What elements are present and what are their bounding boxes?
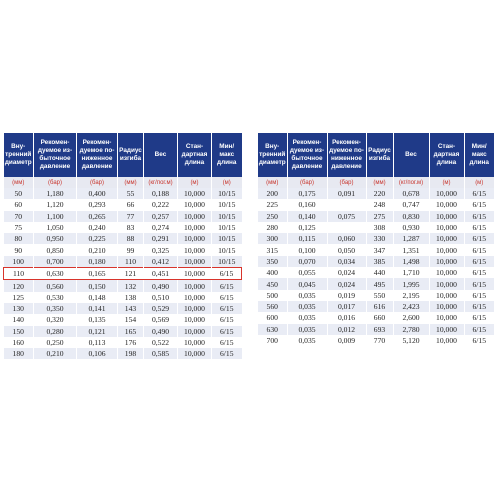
table-row — [4, 199, 242, 210]
cell-weight: 0,257 — [144, 211, 178, 222]
cell-overpressure: 0,950 — [34, 233, 77, 244]
cell-weight: 0,222 — [144, 199, 178, 210]
cell-inner-diameter: 500 — [258, 290, 287, 301]
cell-bend-radius: 660 — [366, 312, 393, 323]
cell-bend-radius: 275 — [366, 211, 393, 222]
cell-inner-diameter: 280 — [258, 222, 287, 233]
cell-min-max-length: 6/15 — [464, 335, 494, 346]
table-row — [4, 188, 242, 199]
cell-vacuum-pressure: 0,017 — [327, 301, 366, 312]
header-min-max-length: Мин/ макс длина — [464, 133, 494, 177]
table-row — [4, 314, 242, 325]
cell-min-max-length: 6/15 — [212, 280, 242, 292]
cell-weight: 0,188 — [144, 188, 178, 199]
cell-overpressure: 0,530 — [34, 292, 77, 303]
cell-vacuum-pressure: 0,034 — [327, 256, 366, 267]
cell-overpressure: 0,320 — [34, 314, 77, 325]
cell-inner-diameter: 140 — [4, 314, 34, 325]
cell-min-max-length: 6/15 — [464, 188, 494, 199]
cell-weight: 0,274 — [144, 222, 178, 233]
cell-standard-length: 10,000 — [429, 222, 464, 233]
cell-overpressure: 0,850 — [34, 244, 77, 255]
table-row — [258, 335, 494, 346]
cell-weight: 0,747 — [393, 199, 429, 210]
cell-bend-radius: 154 — [118, 314, 144, 325]
unit-weight: (кг/пог.м) — [393, 177, 429, 188]
header-weight: Вес — [393, 133, 429, 177]
unit-standard-length: (м) — [429, 177, 464, 188]
cell-bend-radius: 385 — [366, 256, 393, 267]
cell-vacuum-pressure: 0,060 — [327, 233, 366, 244]
table-row — [4, 326, 242, 337]
cell-standard-length: 10,000 — [178, 314, 212, 325]
header-standard-length: Стан- дартная длина — [178, 133, 212, 177]
cell-vacuum-pressure: 0,225 — [77, 233, 118, 244]
cell-standard-length: 10,000 — [178, 303, 212, 314]
cell-standard-length: 10,000 — [178, 280, 212, 292]
cell-bend-radius: 248 — [366, 199, 393, 210]
cell-vacuum-pressure: 0,019 — [327, 290, 366, 301]
cell-bend-radius: 198 — [118, 348, 144, 359]
cell-inner-diameter: 130 — [4, 303, 34, 314]
units-row — [4, 177, 242, 188]
cell-inner-diameter: 560 — [258, 301, 287, 312]
cell-inner-diameter: 90 — [4, 244, 34, 255]
cell-standard-length: 10,000 — [178, 268, 212, 280]
cell-weight: 1,351 — [393, 244, 429, 255]
header-vacuum-pressure: Рекомен- дуемое по- ниженное давление — [77, 133, 118, 177]
cell-weight: 2,780 — [393, 324, 429, 335]
unit-vacuum-pressure: (бар) — [327, 177, 366, 188]
cell-bend-radius: 440 — [366, 267, 393, 278]
cell-vacuum-pressure: 0,050 — [327, 244, 366, 255]
table-row — [258, 211, 494, 222]
unit-min-max-length: (м) — [212, 177, 242, 188]
table-row-highlighted — [4, 268, 242, 280]
cell-vacuum-pressure: 0,150 — [77, 280, 118, 292]
unit-weight: (кг/пог.м) — [144, 177, 178, 188]
cell-standard-length: 10,000 — [429, 324, 464, 335]
cell-overpressure: 0,100 — [287, 244, 327, 255]
table-row — [4, 337, 242, 348]
cell-bend-radius: 616 — [366, 301, 393, 312]
cell-weight: 0,830 — [393, 211, 429, 222]
cell-overpressure: 0,140 — [287, 211, 327, 222]
cell-overpressure: 0,250 — [34, 337, 77, 348]
cell-bend-radius: 83 — [118, 222, 144, 233]
table-row — [4, 280, 242, 292]
cell-standard-length: 10,000 — [178, 211, 212, 222]
table-row — [258, 267, 494, 278]
cell-weight: 0,930 — [393, 222, 429, 233]
cell-vacuum-pressure: 0,075 — [327, 211, 366, 222]
unit-bend-radius: (мм) — [366, 177, 393, 188]
cell-overpressure: 0,700 — [34, 256, 77, 268]
table-row — [258, 256, 494, 267]
header-inner-diameter: Вну- тренний диаметр — [4, 133, 34, 177]
cell-vacuum-pressure: 0,106 — [77, 348, 118, 359]
cell-bend-radius: 165 — [118, 326, 144, 337]
cell-min-max-length: 6/15 — [212, 268, 242, 280]
header-weight: Вес — [144, 133, 178, 177]
cell-weight: 2,423 — [393, 301, 429, 312]
cell-overpressure: 0,175 — [287, 188, 327, 199]
cell-inner-diameter: 600 — [258, 312, 287, 323]
cell-weight: 2,600 — [393, 312, 429, 323]
cell-vacuum-pressure: 0,165 — [77, 268, 118, 280]
cell-min-max-length: 6/15 — [464, 222, 494, 233]
cell-vacuum-pressure: 0,293 — [77, 199, 118, 210]
cell-standard-length: 10,000 — [429, 233, 464, 244]
cell-min-max-length: 10/15 — [212, 244, 242, 255]
cell-standard-length: 10,000 — [178, 244, 212, 255]
cell-bend-radius: 176 — [118, 337, 144, 348]
cell-vacuum-pressure: 0,210 — [77, 244, 118, 255]
cell-bend-radius: 495 — [366, 278, 393, 289]
cell-standard-length: 10,000 — [429, 278, 464, 289]
cell-overpressure: 0,125 — [287, 222, 327, 233]
cell-weight: 0,522 — [144, 337, 178, 348]
cell-inner-diameter: 450 — [258, 278, 287, 289]
cell-overpressure: 0,560 — [34, 280, 77, 292]
table-row — [258, 290, 494, 301]
cell-standard-length: 10,000 — [429, 199, 464, 210]
header-row — [4, 133, 242, 177]
cell-vacuum-pressure: 0,240 — [77, 222, 118, 233]
unit-min-max-length: (м) — [464, 177, 494, 188]
unit-overpressure: (бар) — [34, 177, 77, 188]
cell-min-max-length: 10/15 — [212, 222, 242, 233]
cell-vacuum-pressure: 0,091 — [327, 188, 366, 199]
cell-standard-length: 10,000 — [178, 326, 212, 337]
cell-bend-radius: 550 — [366, 290, 393, 301]
table-row — [258, 324, 494, 335]
cell-inner-diameter: 60 — [4, 199, 34, 210]
cell-inner-diameter: 400 — [258, 267, 287, 278]
cell-weight: 0,585 — [144, 348, 178, 359]
cell-weight: 1,710 — [393, 267, 429, 278]
cell-vacuum-pressure: 0,265 — [77, 211, 118, 222]
cell-overpressure: 0,035 — [287, 290, 327, 301]
cell-min-max-length: 10/15 — [212, 188, 242, 199]
cell-bend-radius: 693 — [366, 324, 393, 335]
cell-vacuum-pressure: 0,024 — [327, 278, 366, 289]
cell-standard-length: 10,000 — [178, 348, 212, 359]
cell-weight: 1,287 — [393, 233, 429, 244]
cell-min-max-length: 6/15 — [212, 292, 242, 303]
cell-vacuum-pressure: 0,113 — [77, 337, 118, 348]
cell-standard-length: 10,000 — [178, 188, 212, 199]
cell-overpressure: 1,120 — [34, 199, 77, 210]
cell-vacuum-pressure: 0,148 — [77, 292, 118, 303]
cell-min-max-length: 6/15 — [464, 199, 494, 210]
table-row — [4, 256, 242, 268]
cell-min-max-length: 6/15 — [464, 267, 494, 278]
cell-bend-radius: 55 — [118, 188, 144, 199]
cell-standard-length: 10,000 — [429, 188, 464, 199]
cell-standard-length: 10,000 — [429, 244, 464, 255]
cell-vacuum-pressure: 0,180 — [77, 256, 118, 268]
cell-inner-diameter: 315 — [258, 244, 287, 255]
cell-overpressure: 0,045 — [287, 278, 327, 289]
table-row — [4, 348, 242, 359]
cell-vacuum-pressure: 0,016 — [327, 312, 366, 323]
cell-min-max-length: 6/15 — [464, 324, 494, 335]
cell-min-max-length: 6/15 — [464, 211, 494, 222]
cell-min-max-length: 6/15 — [212, 348, 242, 359]
cell-min-max-length: 6/15 — [464, 312, 494, 323]
hose-spec-table-right — [258, 133, 494, 346]
cell-bend-radius: 308 — [366, 222, 393, 233]
header-overpressure: Рекомен- дуемое из- быточное давление — [34, 133, 77, 177]
cell-bend-radius: 121 — [118, 268, 144, 280]
cell-overpressure: 0,035 — [287, 335, 327, 346]
table-row — [258, 222, 494, 233]
cell-bend-radius: 330 — [366, 233, 393, 244]
cell-inner-diameter: 250 — [258, 211, 287, 222]
cell-inner-diameter: 120 — [4, 280, 34, 292]
cell-weight: 2,195 — [393, 290, 429, 301]
cell-bend-radius: 77 — [118, 211, 144, 222]
table-row — [4, 292, 242, 303]
cell-vacuum-pressure: 0,400 — [77, 188, 118, 199]
cell-vacuum-pressure: 0,012 — [327, 324, 366, 335]
cell-overpressure: 0,055 — [287, 267, 327, 278]
cell-inner-diameter: 225 — [258, 199, 287, 210]
header-standard-length: Стан- дартная длина — [429, 133, 464, 177]
cell-min-max-length: 6/15 — [212, 303, 242, 314]
cell-inner-diameter: 300 — [258, 233, 287, 244]
cell-overpressure: 0,350 — [34, 303, 77, 314]
unit-overpressure: (бар) — [287, 177, 327, 188]
cell-standard-length: 10,000 — [178, 337, 212, 348]
cell-standard-length: 10,000 — [429, 290, 464, 301]
cell-min-max-length: 6/15 — [464, 278, 494, 289]
cell-inner-diameter: 160 — [4, 337, 34, 348]
cell-weight: 0,490 — [144, 326, 178, 337]
cell-inner-diameter: 100 — [4, 256, 34, 268]
cell-inner-diameter: 180 — [4, 348, 34, 359]
cell-inner-diameter: 150 — [4, 326, 34, 337]
cell-standard-length: 10,000 — [429, 301, 464, 312]
cell-bend-radius: 110 — [118, 256, 144, 268]
cell-weight: 0,325 — [144, 244, 178, 255]
cell-overpressure: 1,100 — [34, 211, 77, 222]
cell-weight: 5,120 — [393, 335, 429, 346]
unit-inner-diameter: (мм) — [258, 177, 287, 188]
cell-overpressure: 1,050 — [34, 222, 77, 233]
cell-weight: 1,498 — [393, 256, 429, 267]
cell-weight: 0,510 — [144, 292, 178, 303]
cell-min-max-length: 6/15 — [464, 290, 494, 301]
cell-overpressure: 0,035 — [287, 301, 327, 312]
cell-min-max-length: 10/15 — [212, 211, 242, 222]
cell-weight: 0,412 — [144, 256, 178, 268]
cell-standard-length: 10,000 — [429, 256, 464, 267]
cell-vacuum-pressure: 0,141 — [77, 303, 118, 314]
unit-standard-length: (м) — [178, 177, 212, 188]
cell-min-max-length: 10/15 — [212, 256, 242, 268]
cell-overpressure: 0,280 — [34, 326, 77, 337]
cell-min-max-length: 6/15 — [464, 244, 494, 255]
table-row — [258, 312, 494, 323]
cell-inner-diameter: 200 — [258, 188, 287, 199]
cell-weight: 0,529 — [144, 303, 178, 314]
cell-inner-diameter: 700 — [258, 335, 287, 346]
cell-weight: 0,451 — [144, 268, 178, 280]
table-row — [258, 244, 494, 255]
header-min-max-length: Мин/ макс длина — [212, 133, 242, 177]
cell-overpressure: 0,630 — [34, 268, 77, 280]
cell-overpressure: 1,180 — [34, 188, 77, 199]
cell-bend-radius: 220 — [366, 188, 393, 199]
cell-inner-diameter: 125 — [4, 292, 34, 303]
cell-bend-radius: 143 — [118, 303, 144, 314]
table-row — [258, 233, 494, 244]
cell-overpressure: 0,035 — [287, 324, 327, 335]
cell-overpressure: 0,210 — [34, 348, 77, 359]
cell-min-max-length: 6/15 — [464, 256, 494, 267]
cell-bend-radius: 99 — [118, 244, 144, 255]
cell-min-max-length: 10/15 — [212, 199, 242, 210]
table-row — [4, 303, 242, 314]
cell-bend-radius: 132 — [118, 280, 144, 292]
hose-spec-table-left — [3, 133, 242, 359]
cell-min-max-length: 6/15 — [464, 301, 494, 312]
cell-min-max-length: 6/15 — [464, 233, 494, 244]
header-bend-radius: Радиус изгиба — [118, 133, 144, 177]
cell-overpressure: 0,115 — [287, 233, 327, 244]
cell-overpressure: 0,035 — [287, 312, 327, 323]
cell-standard-length: 10,000 — [178, 292, 212, 303]
table-row — [258, 188, 494, 199]
unit-inner-diameter: (мм) — [4, 177, 34, 188]
cell-inner-diameter: 350 — [258, 256, 287, 267]
cell-standard-length: 10,000 — [429, 267, 464, 278]
table-row — [258, 301, 494, 312]
table-row — [4, 222, 242, 233]
header-row — [258, 133, 494, 177]
table-row — [258, 278, 494, 289]
cell-standard-length: 10,000 — [429, 211, 464, 222]
cell-inner-diameter: 50 — [4, 188, 34, 199]
cell-weight: 0,291 — [144, 233, 178, 244]
cell-vacuum-pressure: 0,024 — [327, 267, 366, 278]
cell-weight: 0,569 — [144, 314, 178, 325]
header-inner-diameter: Вну- тренний диаметр — [258, 133, 287, 177]
cell-inner-diameter: 70 — [4, 211, 34, 222]
cell-vacuum-pressure: 0,009 — [327, 335, 366, 346]
header-vacuum-pressure: Рекомен- дуемое по- ниженное давление — [327, 133, 366, 177]
cell-weight: 0,678 — [393, 188, 429, 199]
cell-weight: 1,995 — [393, 278, 429, 289]
cell-vacuum-pressure — [327, 199, 366, 210]
table-row — [4, 233, 242, 244]
cell-min-max-length: 10/15 — [212, 233, 242, 244]
unit-bend-radius: (мм) — [118, 177, 144, 188]
cell-weight: 0,490 — [144, 280, 178, 292]
cell-vacuum-pressure: 0,135 — [77, 314, 118, 325]
cell-bend-radius: 138 — [118, 292, 144, 303]
unit-vacuum-pressure: (бар) — [77, 177, 118, 188]
units-row — [258, 177, 494, 188]
cell-inner-diameter: 630 — [258, 324, 287, 335]
cell-standard-length: 10,000 — [429, 335, 464, 346]
cell-bend-radius: 88 — [118, 233, 144, 244]
table-row — [258, 199, 494, 210]
header-bend-radius: Радиус изгиба — [366, 133, 393, 177]
cell-bend-radius: 66 — [118, 199, 144, 210]
cell-inner-diameter: 110 — [4, 268, 34, 280]
cell-vacuum-pressure: 0,121 — [77, 326, 118, 337]
cell-standard-length: 10,000 — [178, 256, 212, 268]
cell-min-max-length: 6/15 — [212, 337, 242, 348]
cell-overpressure: 0,070 — [287, 256, 327, 267]
cell-bend-radius: 347 — [366, 244, 393, 255]
cell-inner-diameter: 80 — [4, 233, 34, 244]
cell-bend-radius: 770 — [366, 335, 393, 346]
table-row — [4, 244, 242, 255]
cell-standard-length: 10,000 — [178, 222, 212, 233]
cell-min-max-length: 6/15 — [212, 314, 242, 325]
table-row — [4, 211, 242, 222]
cell-inner-diameter: 75 — [4, 222, 34, 233]
cell-overpressure: 0,160 — [287, 199, 327, 210]
cell-standard-length: 10,000 — [429, 312, 464, 323]
header-overpressure: Рекомен- дуемое из- быточное давление — [287, 133, 327, 177]
cell-standard-length: 10,000 — [178, 199, 212, 210]
cell-standard-length: 10,000 — [178, 233, 212, 244]
cell-vacuum-pressure — [327, 222, 366, 233]
cell-min-max-length: 6/15 — [212, 326, 242, 337]
